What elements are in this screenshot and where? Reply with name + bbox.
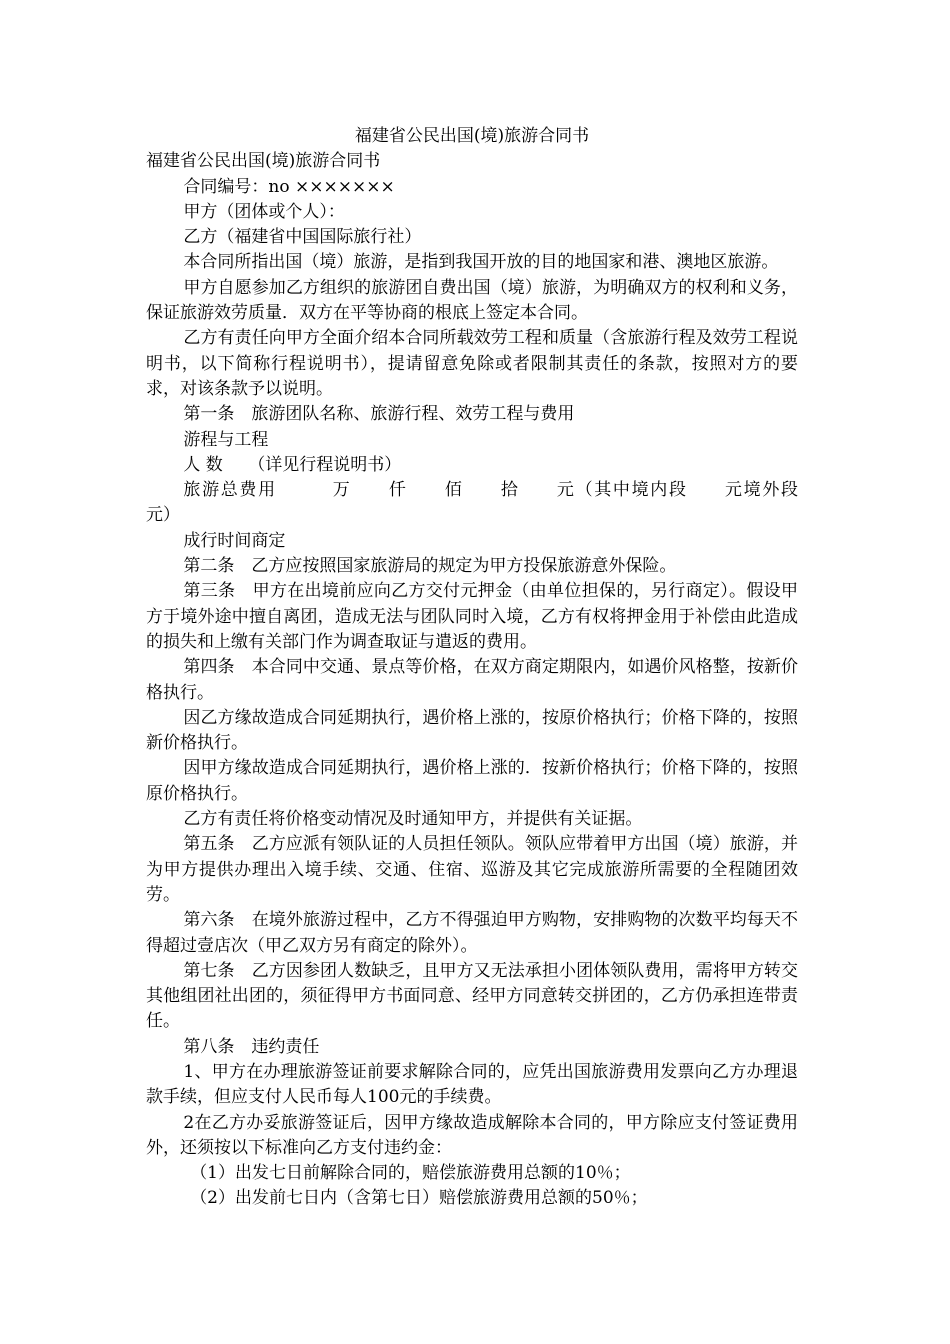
contract-number: 合同编号：no ××××××× xyxy=(183,176,395,197)
article-8-item-1: （1）出发七日前解除合同的，赔偿旅游费用总额的10％； xyxy=(190,1163,631,1184)
heading-paragraph: 福建省公民出国(境)旅游合同书 xyxy=(146,151,381,172)
article-3: 第三条 甲方在出境前应向乙方交付元押金（由单位担保的，另行商定）。假设甲方于境外途中擅自离团，造成无法与团队同时入境，乙方有权将押金用于补偿由此造成的损失和上缴有关部门作为调查取证与遣返的费用。 xyxy=(146,581,798,652)
article-8-clause-2: 2在乙方办妥旅游签证后，因甲方缘故造成解除本合同的，甲方除应支付签证费用外，还须按以下标准向乙方支付违约金： xyxy=(146,1112,798,1158)
article-4-notice: 乙方有责任将价格变动情况及时通知甲方，并提供有关证据。 xyxy=(183,809,643,830)
article-8-heading: 第八条 违约责任 xyxy=(183,1036,320,1057)
departure-time-line: 成行时间商定 xyxy=(183,530,286,551)
article-8-clause-1: 1、甲方在办理旅游签证前要求解除合同的，应凭出国旅游费用发票向乙方办理退款手续，但应支付人民币每人100元的手续费。 xyxy=(146,1061,798,1108)
document-title: 福建省公民出国(境)旅游合同书 xyxy=(354,126,590,146)
article-6: 第六条 在境外旅游过程中，乙方不得强迫甲方购物，安排购物的次数平均每天不得超过壹店次（甲乙双方另有商定的除外）。 xyxy=(146,910,798,956)
article-8-item-2: （2）出发前七日内（含第七日）赔偿旅游费用总额的50％； xyxy=(190,1188,648,1209)
document-body xyxy=(146,124,832,1212)
article-1-heading: 第一条 旅游团队名称、旅游行程、效劳工程与费用 xyxy=(183,404,575,425)
headcount-line: 人 数 （详见行程说明书） xyxy=(183,454,402,475)
paragraph-duty: 乙方有责任向甲方全面介绍本合同所载效劳工程和质量（含旅游行程及效劳工程说明书，以下简称行程说明书），提请留意免除或者限制其责任的条款，按照对方的要求，对该条款予以说明。 xyxy=(146,328,798,399)
article-4-party-a-delay: 因甲方缘故造成合同延期执行，遇价格上涨的．按新价格执行；价格下降的，按照原价格执行。 xyxy=(146,758,798,804)
party-a: 甲方（团体或个人）： xyxy=(183,201,345,222)
paragraph-scope: 本合同所指出国（境）旅游，是指到我国开放的目的地国家和港、澳地区旅游。 xyxy=(183,252,779,273)
article-2: 第二条 乙方应按照国家旅游局的规定为甲方投保旅游意外保险。 xyxy=(183,556,677,577)
article-4-party-b-delay: 因乙方缘故造成合同延期执行，遇价格上涨的，按原价格执行；价格下降的，按照新价格执行。 xyxy=(146,707,798,754)
party-b: 乙方（福建省中国国际旅行社） xyxy=(183,227,422,248)
article-4: 第四条 本合同中交通、景点等价格，在双方商定期限内，如遇价风格整，按新价格执行。 xyxy=(146,657,798,703)
itinerary-line: 游程与工程 xyxy=(183,429,269,450)
article-7: 第七条 乙方因参团人数缺乏，且甲方又无法承担小团体领队费用，需将甲方转交其他组团社出团的，须征得甲方书面同意、经甲方同意转交拼团的，乙方仍承担连带责任。 xyxy=(146,960,798,1032)
total-cost-line: 旅游总费用 万 仟 佰 拾 元（其中境内段 元境外段 元） xyxy=(146,480,832,526)
paragraph-purpose: 甲方自愿参加乙方组织的旅游团自费出国（境）旅游，为明确双方的权利和义务，保证旅游效劳质量．双方在平等协商的根底上签定本合同。 xyxy=(146,277,798,324)
article-5: 第五条 乙方应派有领队证的人员担任领队。领队应带着甲方出国（境）旅游，并为甲方提供办理出入境手续、交通、住宿、巡游及其它完成旅游所需要的全程随团效劳。 xyxy=(146,834,798,905)
